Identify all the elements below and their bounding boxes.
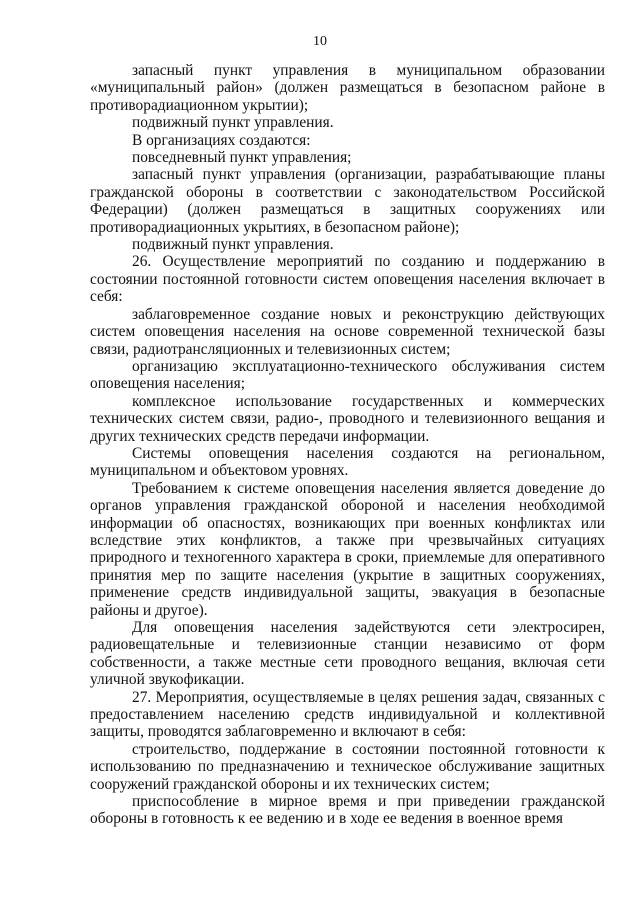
paragraph: повседневный пункт управления; (132, 149, 352, 167)
paragraph: Для оповещения населения задействуются сети электросирен, радиовещательные и телевизионные станции независимо от форм собственности, а также местные сети проводного вещания, включая сети уличной звукофикации. (90, 619, 605, 689)
paragraph: В организациях создаются: (132, 131, 311, 149)
document-body (90, 62, 605, 828)
paragraph: заблаговременное создание новых и реконструкцию действующих систем оповещения населения на основе современной технической базы связи, радиотрансляционных и телевизионных систем; (90, 305, 605, 358)
paragraph: комплексное использование государственных и коммерческих технических систем связи, радио-, проводного и телевизионного вещания и других технических средств передачи информации. (90, 392, 605, 445)
paragraph: строительство, поддержание в состоянии постоянной готовности к использованию по предназначению и техническое обслуживание защитных сооружений гражданской обороны и их технических систем; (90, 740, 605, 793)
paragraph: подвижный пункт управления. (132, 236, 334, 254)
paragraph: запасный пункт управления (организации, разрабатывающие планы гражданской обороны в соответствии с законодательством Российской Федерации) (должен размещаться в защитных сооружениях или противорадиационных укрытиях, в безопасном районе); (90, 166, 605, 236)
paragraph: 26. Осуществление мероприятий по созданию и поддержанию в состоянии постоянной готовности систем оповещения населения включает в себя: (90, 253, 605, 306)
paragraph: Системы оповещения населения создаются на региональном, муниципальном и объектовом уровнях. (90, 444, 605, 480)
paragraph: приспособление в мирное время и при приведении гражданской обороны в готовность к ее ведению и в ходе ее ведения в военное время (90, 793, 605, 828)
page-number: 10 (313, 34, 327, 49)
paragraph: 27. Мероприятия, осуществляемые в целях решения задач, связанных с предоставлением населению средств индивидуальной и коллективной защиты, проводятся заблаговременно и включают в себя: (90, 688, 605, 741)
paragraph: подвижный пункт управления. (132, 114, 334, 132)
paragraph: запасный пункт управления в муниципальном образовании «муниципальный район» (должен размещаться в безопасном районе в противорадиационном укрытии); (90, 62, 605, 114)
paragraph: Требованием к системе оповещения населения является доведение до органов управления гражданской обороной и населения необходимой информации об опасностях, возникающих при военных конфликтах или вследствие этих конфликтов, а также при чрезвычайных ситуациях природного и техногенного характера в сроки, приемлемые для оперативного принятия мер по защите населения (укрытие в защитных сооружениях, применение средств индивидуальной защиты, эвакуация в безопасные районы и другое). (90, 479, 605, 619)
paragraph: организацию эксплуатационно-технического обслуживания систем оповещения населения; (90, 357, 605, 393)
